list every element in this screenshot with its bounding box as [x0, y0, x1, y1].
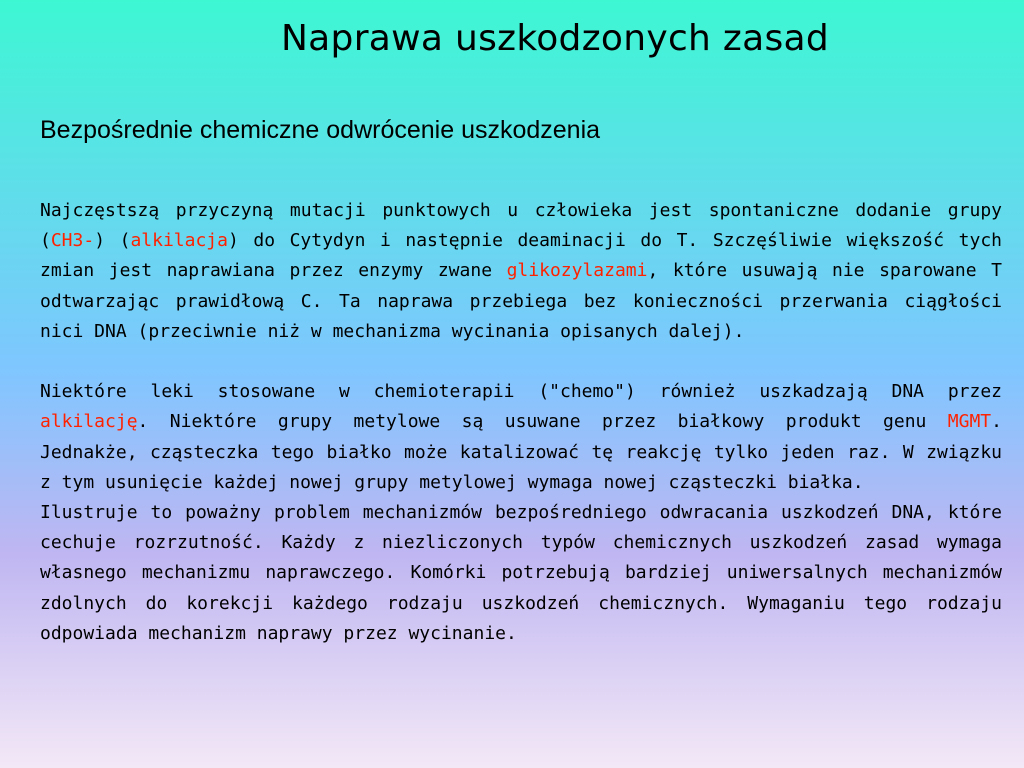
paragraph-1 — [40, 196, 1002, 347]
paragraph-2 — [40, 377, 1002, 498]
paragraph-gap — [40, 347, 1002, 377]
paragraph-3-text-1: Ilustruje to poważny problem mechanizmów bezpośredniego odwracania uszkodzeń DNA, które cechuje rozrzutność. Każdy z niezliczonych typów chemicznych uszkodzeń zasad wymaga własnego mechanizmu naprawczego. Komórki potrzebują bardziej uniwersalnych mechanizmów zdolnych do korekcji każdego rodzaju uszkodzeń chemicznych. Wymaganiu tego rodzaju odpowiada mechanizm naprawy przez wycinanie. — [40, 502, 1002, 644]
slide-body — [40, 196, 1002, 649]
slide-subtitle: Bezpośrednie chemiczne odwrócenie uszkodzenia — [40, 116, 601, 144]
paragraph-2-text-2: . Niektóre grupy metylowe są usuwane przez białkowy produkt genu — [137, 411, 948, 433]
slide-title: Naprawa uszkodzonych zasad — [280, 18, 830, 59]
paragraph-1-text-2: ) ( — [94, 230, 131, 252]
paragraph-3 — [40, 498, 1002, 649]
paragraph-1-text-4: , które usuwają nie sparowane T odtwarzając prawidłową C. Ta naprawa przebiega bez konieczności przerwania ciągłości nici DNA (przeciwnie niż w mechanizma wycinania opisanych dalej). — [40, 260, 1002, 342]
highlight-alkilacje: alkilację — [40, 411, 138, 433]
highlight-ch3: CH3- — [50, 230, 95, 252]
highlight-alkilacja: alkilacja — [130, 230, 228, 252]
paragraph-1-text-3: ) do Cytydyn i następnie deaminacji do T. Szczęśliwie większość tych zmian jest naprawiana przez enzymy zwane — [40, 230, 1002, 282]
highlight-glikozylazami: glikozylazami — [506, 260, 648, 282]
paragraph-2-text-3: . Jednakże, cząsteczka tego białko może katalizować tę reakcję tylko jeden raz. W związku z tym usunięcie każdej nowej grupy metylowej wymaga nowej cząsteczki białka. — [40, 411, 1002, 493]
paragraph-2-text-1: Niektóre leki stosowane w chemioterapii ("chemo") również uszkadzają DNA przez — [40, 381, 1002, 403]
paragraph-1-text-1: Najczęstszą przyczyną mutacji punktowych u człowieka jest spontaniczne dodanie grupy ( — [40, 200, 1002, 252]
highlight-mgmt: MGMT — [947, 411, 992, 433]
